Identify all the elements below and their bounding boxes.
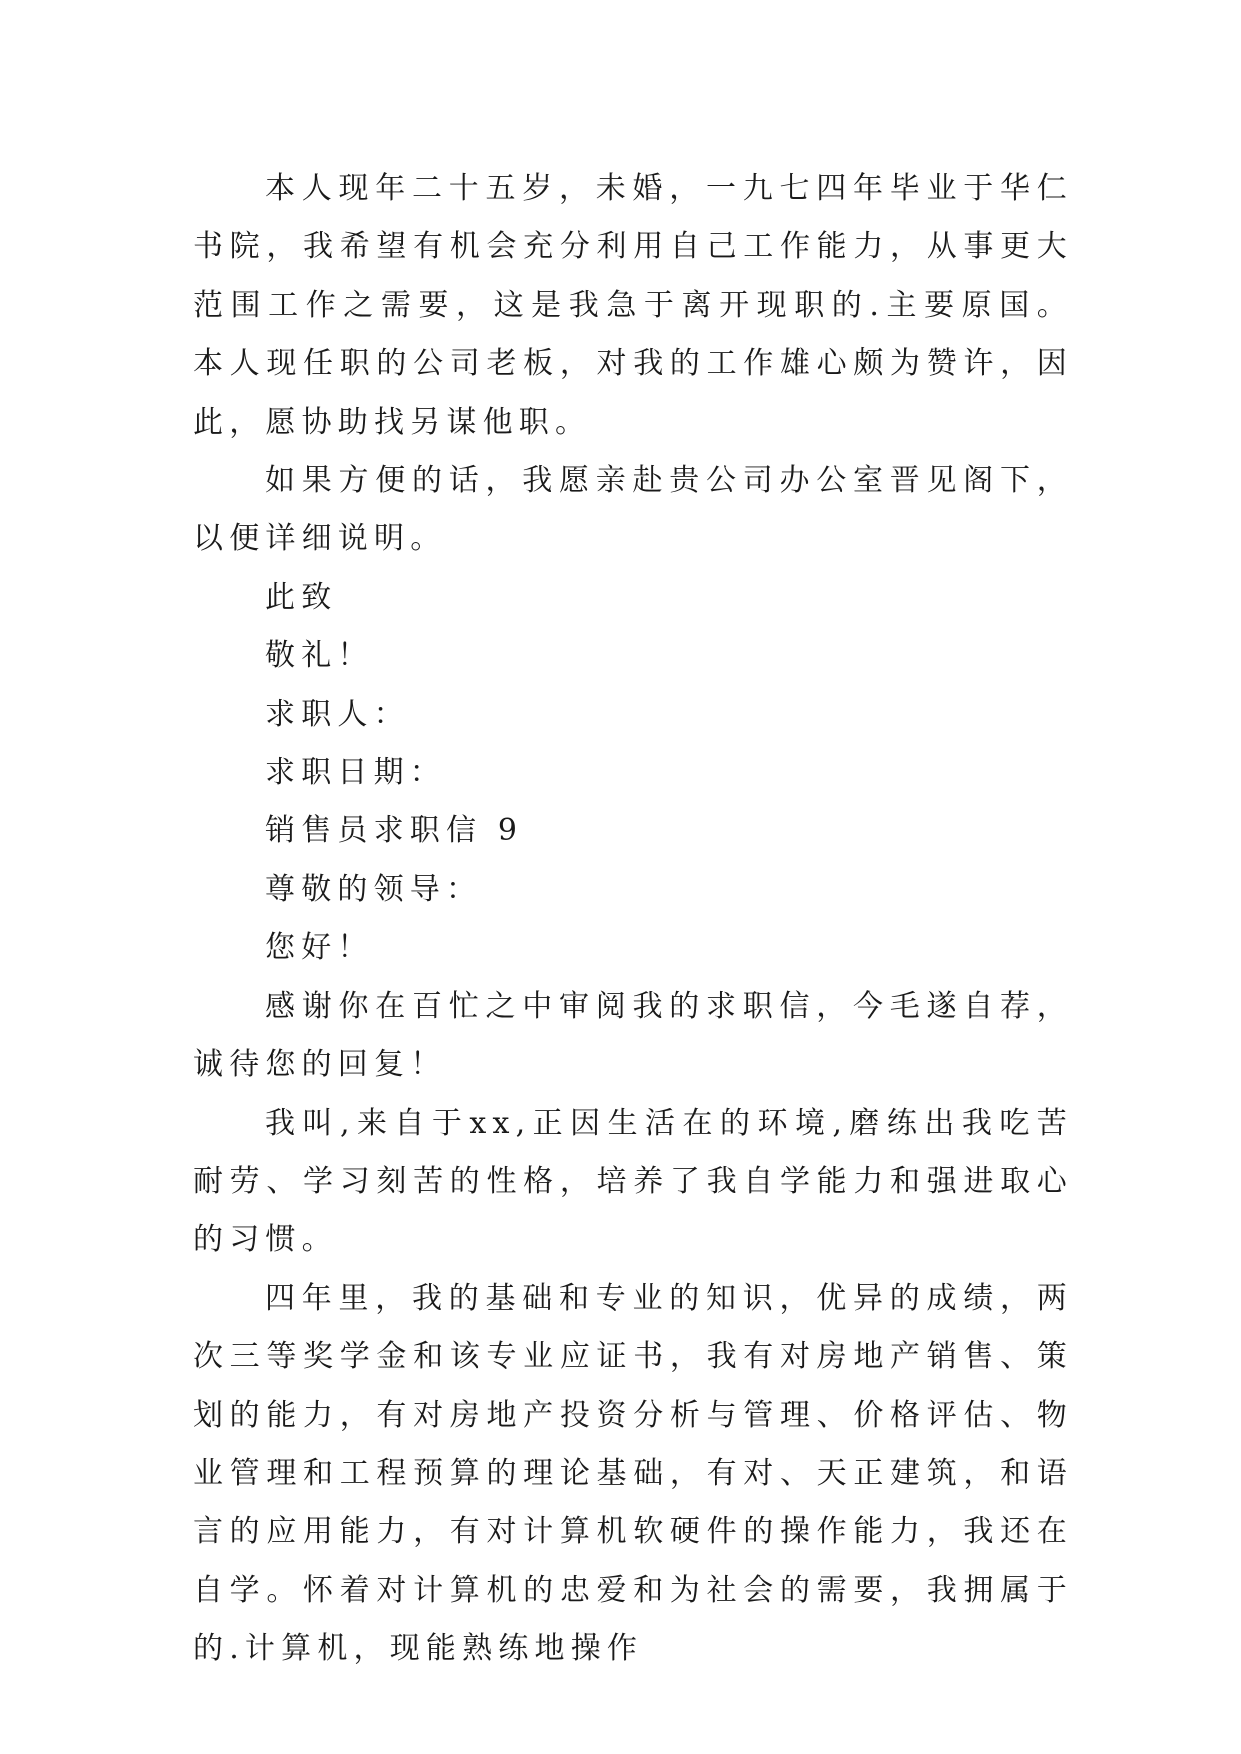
paragraph-interview-request: 如果方便的话，我愿亲赴贵公司办公室晋见阁下，以便详细说明。	[193, 463, 1073, 557]
paragraph-introduction: 我叫,来自于xx,正因生活在的环境,磨练出我吃苦耐劳、学习刻苦的性格，培养了我自学能力和强进取心的习惯。	[193, 1105, 1073, 1258]
salutation: 尊敬的领导：	[265, 871, 483, 907]
greeting: 您好！	[265, 930, 374, 966]
paragraph-self-intro: 本人现年二十五岁，未婚，一九七四年毕业于华仁书院，我希望有机会充分利用自己工作能力，从事更大范围工作之需要，这是我急于离开现职的.主要原国。本人现任职的公司老板，对我的工作雄心颇为赞许，因此，愿协助找另谋他职。	[193, 171, 1073, 440]
document-body	[193, 160, 1073, 1679]
paragraph-thanks: 感谢你在百忙之中审阅我的求职信，今毛遂自荐，诚待您的回复！	[193, 988, 1073, 1083]
applicant-label: 求职人：	[265, 696, 410, 732]
section-title: 销售员求职信 9	[265, 813, 524, 849]
closing-jingli: 敬礼！	[265, 638, 374, 674]
closing-cizhi: 此致	[265, 579, 338, 615]
paragraph-qualifications: 四年里，我的基础和专业的知识，优异的成绩，两次三等奖学金和该专业应证书，我有对房地产销售、策划的能力，有对房地产投资分析与管理、价格评估、物业管理和工程预算的理论基础，有对、天正建筑，和语言的应用能力，有对计算机软硬件的操作能力，我还在自学。怀着对计算机的忠爱和为社会的需要，我拥属于的.计算机，现能熟练地操作	[193, 1280, 1073, 1667]
application-date-label: 求职日期：	[265, 755, 446, 791]
